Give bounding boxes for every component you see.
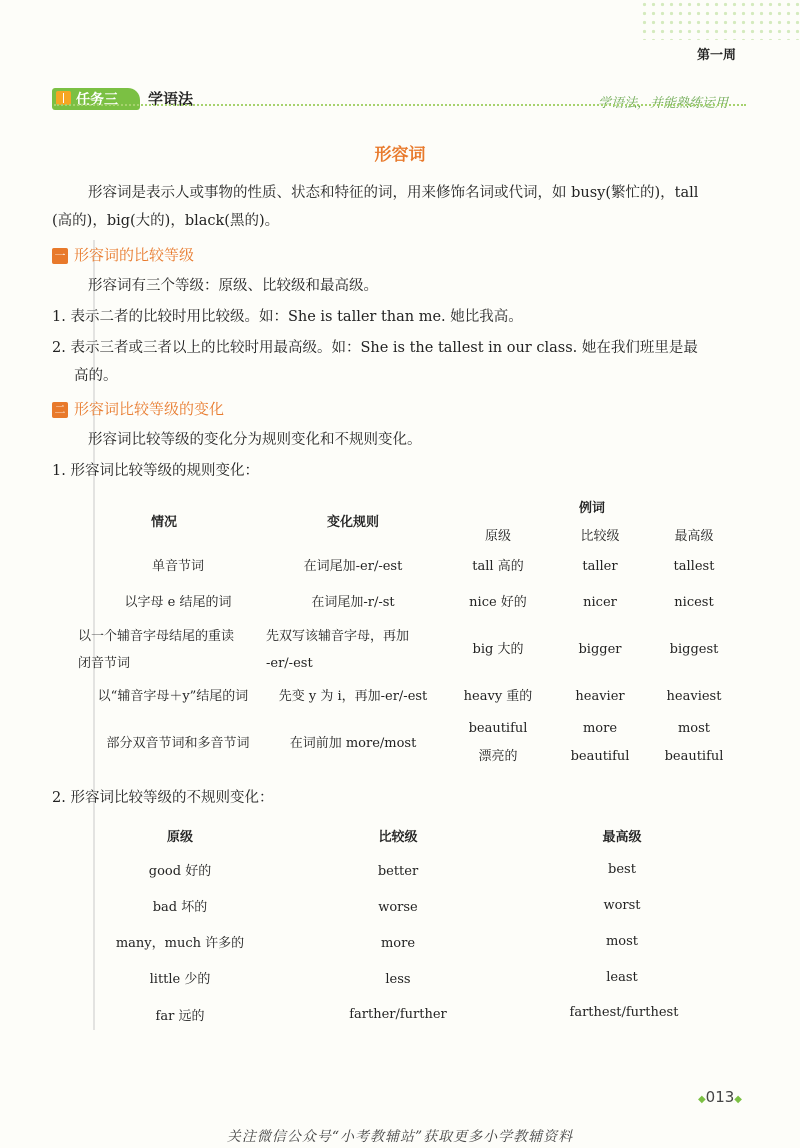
- diamond-icon: ◆: [697, 1094, 706, 1105]
- cell-comparative: taller: [582, 559, 618, 574]
- col-header-rule: 变化规则: [326, 515, 379, 530]
- intro-line-2: (高的)，big(大的)，black(黑的)。: [52, 213, 280, 229]
- task-title: 学语法: [148, 90, 194, 108]
- section-1-heading: [52, 244, 194, 265]
- section-2-sub-1: 1. 形容词比较等级的规则变化：: [52, 463, 259, 479]
- section-1-item-2: 2. 表示三者或三者以上的比较时用最高级。如：She is the tallest in our class. 她在我们班里是最: [52, 340, 698, 356]
- task-slogan: 学语法，并能熟练运用: [597, 96, 728, 111]
- irr-cell-comparative: farther/further: [349, 1007, 447, 1022]
- cell-rule: 先变 y 为 i，再加-er/-est: [278, 689, 428, 704]
- section-2-number: 二: [52, 402, 68, 418]
- irr-header-comparative: 比较级: [378, 830, 418, 845]
- irr-cell-comparative: better: [377, 864, 419, 879]
- cell-positive: beautiful: [468, 721, 528, 736]
- irr-cell-superlative: farthest/furthest: [569, 1005, 679, 1020]
- header-divider: [54, 104, 746, 106]
- cell-case: 以“辅音字母＋y”结尾的词: [97, 689, 249, 704]
- cell-comparative: more: [582, 721, 618, 736]
- diamond-icon: ◆: [734, 1094, 742, 1105]
- irr-cell-positive: far 远的: [155, 1009, 205, 1024]
- section-2-paragraph: 形容词比较等级的变化分为规则变化和不规则变化。: [88, 432, 422, 448]
- section-1-item-1: 1. 表示二者的比较时用比较级。如：She is taller than me. 她比我高。: [52, 309, 523, 325]
- book-icon: [56, 91, 71, 105]
- cell-rule: 在词尾加-er/-est: [303, 559, 403, 574]
- cell-comparative: nicer: [583, 595, 617, 610]
- cell-superlative: tallest: [673, 559, 715, 574]
- cell-comparative: bigger: [578, 642, 622, 657]
- irr-cell-positive: good 好的: [148, 864, 212, 879]
- cell-case: 以字母 e 结尾的词: [124, 595, 232, 610]
- irr-header-superlative: 最高级: [602, 830, 642, 845]
- cell-comparative-cont: beautiful: [570, 749, 630, 764]
- section-1-paragraph: 形容词有三个等级：原级、比较级和最高级。: [88, 278, 378, 294]
- col-header-example: 例词: [578, 501, 605, 516]
- irr-cell-superlative: most: [605, 934, 639, 949]
- cell-positive-cont: 漂亮的: [478, 749, 518, 764]
- cell-positive: heavy 重的: [463, 689, 533, 704]
- section-1-item-2-cont: 高的。: [74, 368, 118, 384]
- irr-cell-positive: little 少的: [149, 972, 211, 987]
- section-1-number: 一: [52, 248, 68, 264]
- irr-cell-superlative: worst: [603, 898, 641, 913]
- cell-rule-cont: -er/-est: [266, 656, 313, 671]
- cell-superlative: heaviest: [666, 689, 722, 704]
- irr-cell-comparative: worse: [378, 900, 418, 915]
- intro-line-1: 形容词是表示人或事物的性质、状态和特征的词，用来修饰名词或代词，如 busy(繁忙的)，tall: [88, 185, 699, 201]
- section-2-heading: [52, 398, 224, 419]
- cell-case-cont: 闭音节词: [78, 656, 131, 671]
- page-number-text: 013: [705, 1088, 735, 1106]
- cell-superlative-cont: beautiful: [664, 749, 724, 764]
- irr-cell-comparative: more: [380, 936, 416, 951]
- cell-positive: nice 好的: [469, 595, 527, 610]
- cell-case: 部分双音节词和多音节词: [106, 736, 250, 751]
- cell-case: 以一个辅音字母结尾的重读: [78, 629, 235, 644]
- irr-cell-positive: bad 坏的: [152, 900, 208, 915]
- col-header-superlative: 最高级: [674, 529, 714, 544]
- cell-superlative: most: [677, 721, 711, 736]
- cell-superlative: nicest: [674, 595, 714, 610]
- footer-promo: 关注微信公众号“小考教辅站”获取更多小学教辅资料: [226, 1129, 574, 1145]
- cell-superlative: biggest: [669, 642, 719, 657]
- irr-cell-superlative: best: [608, 862, 636, 877]
- section-2-title: 形容词比较等级的变化: [74, 400, 225, 418]
- cell-rule: 在词尾加-r/-st: [311, 595, 395, 610]
- col-header-positive: 原级: [484, 529, 511, 544]
- page-title: 形容词: [374, 145, 426, 165]
- section-1-title: 形容词的比较等级: [74, 246, 195, 264]
- irr-cell-positive: many，much 许多的: [115, 936, 245, 951]
- cell-positive: big 大的: [472, 642, 524, 657]
- page-number: [698, 1088, 742, 1106]
- task-label: 任务三: [76, 92, 118, 108]
- col-header-comparative: 比较级: [580, 529, 620, 544]
- irr-cell-comparative: less: [385, 972, 411, 987]
- week-label: 第一周: [696, 48, 736, 63]
- section-2-sub-2: 2. 形容词比较等级的不规则变化：: [52, 790, 274, 806]
- irr-cell-superlative: least: [606, 970, 638, 985]
- corner-dot-pattern: [640, 0, 800, 40]
- cell-case: 单音节词: [151, 559, 204, 574]
- cell-rule: 先双写该辅音字母，再加: [266, 629, 410, 644]
- irr-header-positive: 原级: [166, 830, 193, 845]
- cell-rule: 在词前加 more/most: [289, 736, 417, 751]
- col-header-case: 情况: [150, 515, 177, 530]
- cell-positive: tall 高的: [472, 559, 524, 574]
- cell-comparative: heavier: [575, 689, 625, 704]
